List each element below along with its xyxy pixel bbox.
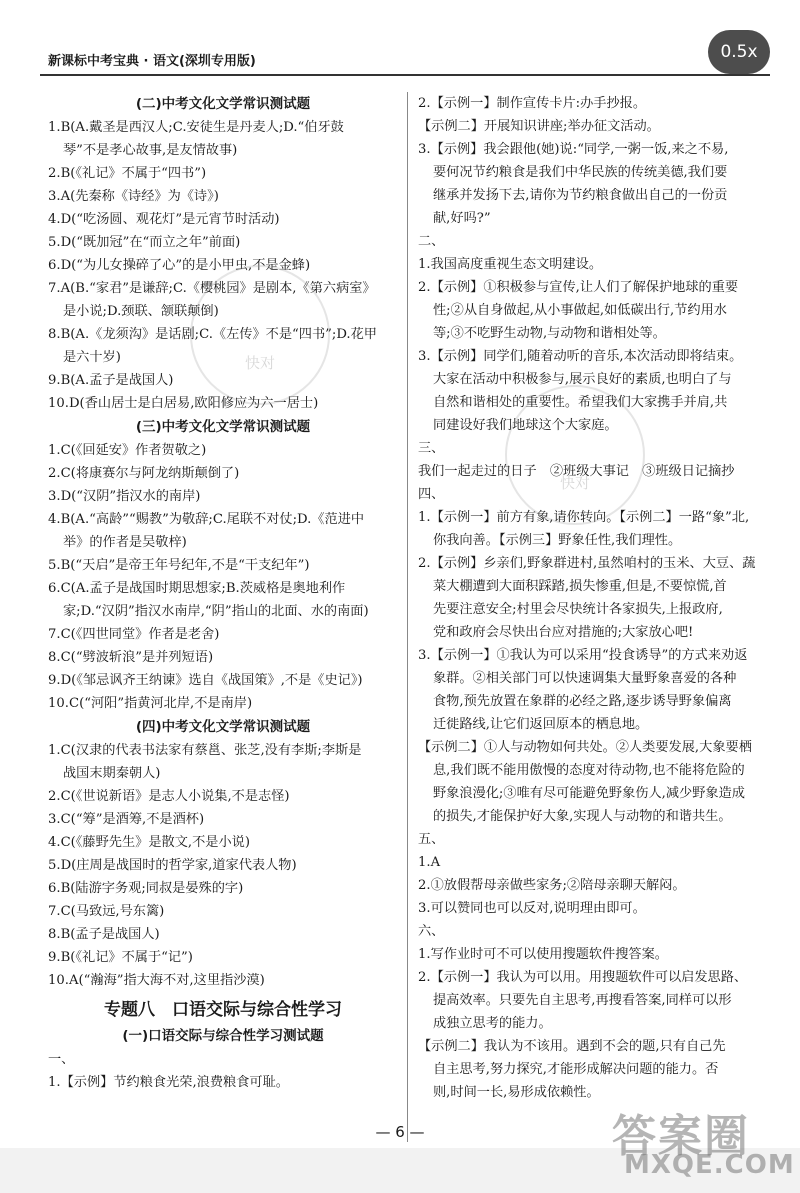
watermark-stamp: 快对	[190, 265, 330, 405]
answer-line: 的损失,才能保护好大象,实现人与动物的和谐共生。	[433, 809, 732, 824]
answer-line: 继承并发扬下去,请你为节约粮食做出自己的一份贡	[433, 188, 728, 203]
section-heading: (三)中考文化文学常识测试题	[135, 419, 311, 435]
answer-line: 琴”不是孝心故事,是友情故事)	[63, 143, 238, 158]
answer-line: 7.C(《四世同堂》作者是老舍)	[48, 627, 220, 642]
answer-line: 7.A(B.“家君”是谦辞;C.《樱桃园》是剧本,《第六病室》	[48, 281, 376, 296]
answer-line: 5.B(“天启”是帝王年号纪年,不是“干支纪年”)	[48, 558, 310, 573]
answer-line: 2.【示例】乡亲们,野象群进村,虽然咱村的玉米、大豆、蔬	[418, 556, 756, 571]
answer-line: 五、	[418, 832, 445, 847]
answer-line: 8.C(“劈波斩浪”是并列短语)	[48, 650, 214, 665]
zoom-badge[interactable]: 0.5x	[708, 30, 770, 74]
answer-line: 9.B(《礼记》不属于“记”)	[48, 950, 193, 965]
header-rule	[40, 74, 770, 76]
answer-line: 2.【示例一】制作宣传卡片:办手抄报。	[418, 96, 647, 111]
section-heading: (一)口语交际与综合性学习测试题	[122, 1028, 324, 1044]
answer-line: 1.【示例】节约粮食光荣,浪费粮食可耻。	[48, 1075, 289, 1090]
answer-line: 大家在活动中积极参与,展示良好的素质,也明白了与	[433, 372, 732, 387]
answer-line: 战国末期秦朝人)	[63, 766, 161, 781]
answer-line: 1.写作业时可不可以使用搜题软件搜答案。	[418, 947, 668, 962]
answer-line: 同建设好我们地球这个大家庭。	[433, 418, 618, 433]
answer-line: 成独立思考的能力。	[433, 1016, 552, 1031]
answer-line: 【示例二】开展知识讲座;举办征文活动。	[418, 119, 660, 134]
topic-heading: 专题八 口语交际与综合性学习	[104, 1000, 342, 1020]
answer-line: 三、	[418, 441, 445, 456]
answer-line: 献,好吗?”	[433, 211, 491, 226]
answer-line: 自然和谐相处的重要性。希望我们大家携手并肩,共	[433, 395, 728, 410]
answer-line: 4.B(A.“高龄”“赐教”为敬辞;C.尾联不对仗;D.《范进中	[48, 512, 365, 527]
answer-line: 等;③不吃野生动物,与动物和谐相处等。	[433, 326, 666, 341]
answer-line: 4.C(《藤野先生》是散文,不是小说)	[48, 835, 250, 850]
answer-line: 4.D(“吃汤圆、观花灯”是元宵节时活动)	[48, 212, 280, 227]
answer-line: 3.A(先秦称《诗经》为《诗》)	[48, 189, 219, 204]
answer-line: 一、	[48, 1052, 75, 1067]
answer-line: 1.【示例一】前方有象,请你转向。【示例二】一路“象”北,	[418, 510, 750, 525]
answer-line: 1.C(《回延安》作者贺敬之)	[48, 443, 207, 458]
answer-line: 1.我国高度重视生态文明建设。	[418, 257, 603, 272]
page-number: — 6 —	[375, 1123, 425, 1141]
answer-line: 3.可以赞同也可以反对,说明理由即可。	[418, 901, 646, 916]
answer-line: 食物,预先放置在象群的必经之路,逐步诱导野象偏离	[433, 694, 732, 709]
section-heading: (四)中考文化文学常识测试题	[135, 719, 311, 735]
answer-line: 【示例二】我认为不该用。遇到不会的题,只有自己先	[418, 1039, 726, 1054]
answer-line: 6.D(“为儿女操碎了心”的是小甲虫,不是金蜂)	[48, 258, 311, 273]
answer-line: 2.①放假帮母亲做些家务;②陪母亲聊天解闷。	[418, 878, 686, 893]
brand-logo: 答案圈	[612, 1111, 750, 1162]
answer-line: 8.B(A.《龙须沟》是话剧;C.《左传》不是“四书”;D.花甲	[48, 327, 377, 342]
answer-line: 二、	[418, 234, 445, 249]
answer-line: 3.【示例一】①我认为可以采用“投食诱导”的方式来劝返	[418, 648, 748, 663]
section-heading: (二)中考文化文学常识测试题	[135, 96, 311, 112]
answer-line: 家;D.“汉阴”指汉水南岸,“阴”指山的北面、水的南面)	[63, 604, 369, 619]
answer-line: 3.【示例】我会跟他(她)说:“同学,一粥一饭,来之不易,	[418, 142, 729, 157]
answer-line: 野象浪漫化;③唯有尽可能避免野象伤人,减少野象造成	[433, 786, 745, 801]
answer-line: 菜大棚遭到大面积踩踏,损失惨重,但是,不要惊慌,首	[433, 579, 727, 594]
answer-line: 2.C(《世说新语》是志人小说集,不是志怪)	[48, 789, 290, 804]
answer-line: 举》的作者是吴敬梓)	[63, 535, 187, 550]
answer-line: 迁徙路线,让它们返回原本的栖息地。	[433, 717, 649, 732]
answer-line: 3.C(“筹”是酒筹,不是酒杯)	[48, 812, 205, 827]
answer-line: 9.D(《邹忌讽齐王纳谏》选自《战国策》,不是《史记》)	[48, 673, 363, 688]
answer-line: 我们一起走过的日子 ②班级大事记 ③班级日记摘抄	[418, 464, 735, 479]
answer-line: 3.【示例】同学们,随着动听的音乐,本次活动即将结束。	[418, 349, 743, 364]
answer-line: 8.B(孟子是战国人)	[48, 927, 160, 942]
answer-line: 5.D(“既加冠”在“而立之年”前面)	[48, 235, 241, 250]
answer-line: 6.B(陆游字务观;同叔是晏殊的字)	[48, 881, 244, 896]
answer-line: 7.C(马致远,号东篱)	[48, 904, 165, 919]
header-title: 新课标中考宝典 · 语文(深圳专用版)	[48, 54, 256, 69]
answer-line: 1.A	[418, 855, 441, 870]
answer-line: 你我向善。【示例三】野象任性,我们理性。	[433, 533, 682, 548]
answer-line: 2.C(将康赛尔与阿龙纳斯颠倒了)	[48, 466, 240, 481]
watermark-stamp: 快对	[505, 385, 645, 525]
answer-line: 1.B(A.戴圣是西汉人;C.安徒生是丹麦人;D.“伯牙鼓	[48, 120, 344, 135]
answer-line: 象群。②相关部门可以快速调集大量野象喜爱的各种	[433, 671, 737, 686]
answer-line: 六、	[418, 924, 445, 939]
answer-line: 9.B(A.孟子是战国人)	[48, 373, 174, 388]
answer-line: 10.C(“河阳”指黄河北岸,不是南岸)	[48, 696, 253, 711]
answer-line: 【示例二】①人与动物如何共处。②人类要发展,大象要栖	[418, 740, 752, 755]
answer-line: 自主思考,努力探究,才能形成解决问题的能力。否	[433, 1062, 719, 1077]
answer-line: 1.C(汉隶的代表书法家有蔡邕、张芝,没有李斯;李斯是	[48, 743, 362, 758]
answer-line: 先要注意安全;村里会尽快统计各家损失,上报政府,	[433, 602, 723, 617]
answer-line: 5.D(庄周是战国时的哲学家,道家代表人物)	[48, 858, 297, 873]
answer-line: 党和政府会尽快出台应对措施的;大家放心吧!	[433, 625, 694, 640]
column-divider	[407, 92, 408, 1142]
answer-line: 四、	[418, 487, 445, 502]
answer-line: 2.【示例】①积极参与宣传,让人们了解保护地球的重要	[418, 280, 739, 295]
answer-line: 要何况节约粮食是我们中华民族的传统美德,我们要	[433, 165, 728, 180]
answer-line: 息,我们既不能用傲慢的态度对待动物,也不能将危险的	[433, 763, 745, 778]
answer-line: 则,时间一长,易形成依赖性。	[433, 1085, 600, 1100]
answer-line: 10.A(“瀚海”指大海不对,这里指沙漠)	[48, 973, 265, 988]
answer-line: 是小说;D.颈联、颔联颠倒)	[63, 304, 219, 319]
answer-line: 2.【示例一】我认为可以用。用搜题软件可以启发思路、	[418, 970, 748, 985]
right-column	[418, 92, 768, 1104]
answer-line: 6.C(A.孟子是战国时期思想家;B.茨威格是奥地利作	[48, 581, 346, 596]
brand-site: MXQE.COM	[624, 1150, 795, 1180]
answer-line: 是六十岁)	[63, 350, 121, 365]
answer-line: 2.B(《礼记》不属于“四书”)	[48, 166, 207, 181]
answer-line: 3.D(“汉阴”指汉水的南岸)	[48, 489, 201, 504]
answer-line: 10.D(香山居士是白居易,欧阳修应为六一居士)	[48, 396, 319, 411]
answer-line: 性;②从自身做起,从小事做起,如低碳出行,节约用水	[433, 303, 727, 318]
answer-line: 提高效率。只要先自主思考,再搜看答案,同样可以形	[433, 993, 732, 1008]
left-column	[48, 92, 398, 1094]
